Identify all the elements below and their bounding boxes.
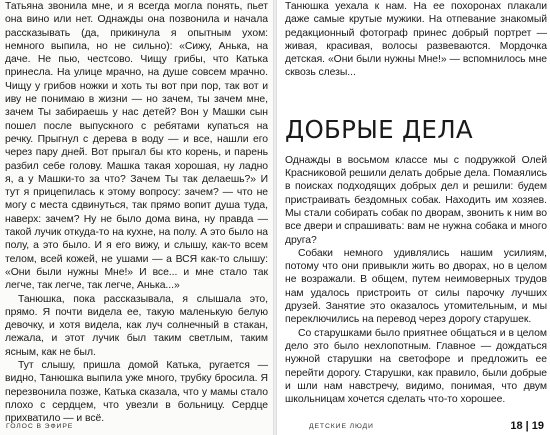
left-paragraph-2: Танюшка, пока рассказывала, я слышала это, прямо. Я почти видела ее, такую маленькую белую девочку, и хотя видела, как луч солнечный в стакан, лежала, и этот лучик был таким светлым, таким ясным, как не был. [5, 293, 268, 358]
left-paragraph-3: Тут слышу, пришла домой Катька, ругается — видно, Танюшка выпила уже много, трубку бросила. Я перезвонила позже, Катька сказала, что у мамы стало плохо с сердцем, что увезли в больницу. Сердце прихватило — и всё. [5, 360, 268, 425]
left-paragraph-1: Татьяна звонила мне, и я всегда могла понять, пьет она вино или нет. Однажды она позвонила и начала рассказывать (да, прикинула я опытным ухом: немного выпила, но не сильно): «Сижу, Анька, на даче. Не пью, честсово. Чищу грибы, что Катька принесла. На улице мрачно, на душе совсем мрачно. Чищу у грибов ножки и хоть ты вот при пор, так вот и иву не понимаю в жизни — но зачем, ты зачем мне, зачем Ты забираешь у нас детей? Вон у Машки сын пошел после выпускного с ребятами купаться на речку. Прыгнул с дерева в воду — и все, нашли его через пару дней. Вот прыгал бы кто корень, и парень разбил себе голову. Машка такая хорошая, ну ладно я, а у Машки-то за что? Зачем Ты так делаешь?» И тут я прицепилась к этому вопросу: зачем? — что не могу с места сдвинуться, так прямо вопит душа туда, наверх: зачем? Ну не было дома вина, ну правда — такой лучик откуда-то на кухне, на полу. А это было на полу, а это было. И я его вижу, и слышу, как-то всем телом, всей кожей, не ушами — а ВСЯ как-то слышу: «Они были нужны Мне!» И все... и мне стало так легче, так легче, так легче, Анька...» [5, 1, 268, 292]
right-running-footer: ДЕТСКИЕ ЛЮДИ [309, 423, 374, 430]
right-paragraph-2: Собаки немного удивлялись нашим усилиям, потому что они привыкли жить во дворах, но в целом не возражали. В общем, путем неимоверных трудов нам удалось пристроить от силы парочку лучших друзей. Занятие это оказалось утомительным, и мы переключились на перевод через дорогу старушек. [285, 247, 547, 326]
section-title: ДОБРЫЕ ДЕЛА [285, 114, 473, 144]
right-intro-paragraph: Танюшка уехала к нам. На ее похоронах плакали даже самые крутые мужики. На отпевание знакомый редакционный фотограф принес добрый портрет — живая, красивая, волосы развеваются. Мордочка детская. «Они были нужны Мне!» — вспомнилось мне сквозь слезы... [285, 1, 547, 79]
left-page [0, 0, 273, 435]
right-paragraph-3: Со старушками было приятнее общаться и в целом дело это было нехлопотным. Главное — дождаться нужной старушки на светофоре и предложить ее перейти дорогу. Старушки, как правило, были добрые и шли нам навстречу, видимо, понимая, что двум школьницам хочется сделать что-то хорошее. [285, 327, 547, 406]
left-text-column [5, 0, 268, 426]
page-numbers: 18 | 19 [510, 420, 544, 432]
left-running-footer: ГОЛОС В ЭФИРЕ [6, 423, 74, 430]
section-spacer-bottom [285, 144, 547, 154]
right-text-column [285, 0, 547, 406]
right-paragraph-1: Однажды в восьмом классе мы с подружкой Олей Красниковой решили делать добрые дела. Помаялись в поисках подходящих добрых дел и решили: будем пристраивать бездомных собак. Находить им хозяев. Мы стали собирать собак по дворам, звонить к ним во все двери и спрашивать: вам не нужна собака и много друга? [285, 154, 547, 246]
section-spacer-top [285, 80, 547, 116]
right-page [277, 0, 550, 435]
